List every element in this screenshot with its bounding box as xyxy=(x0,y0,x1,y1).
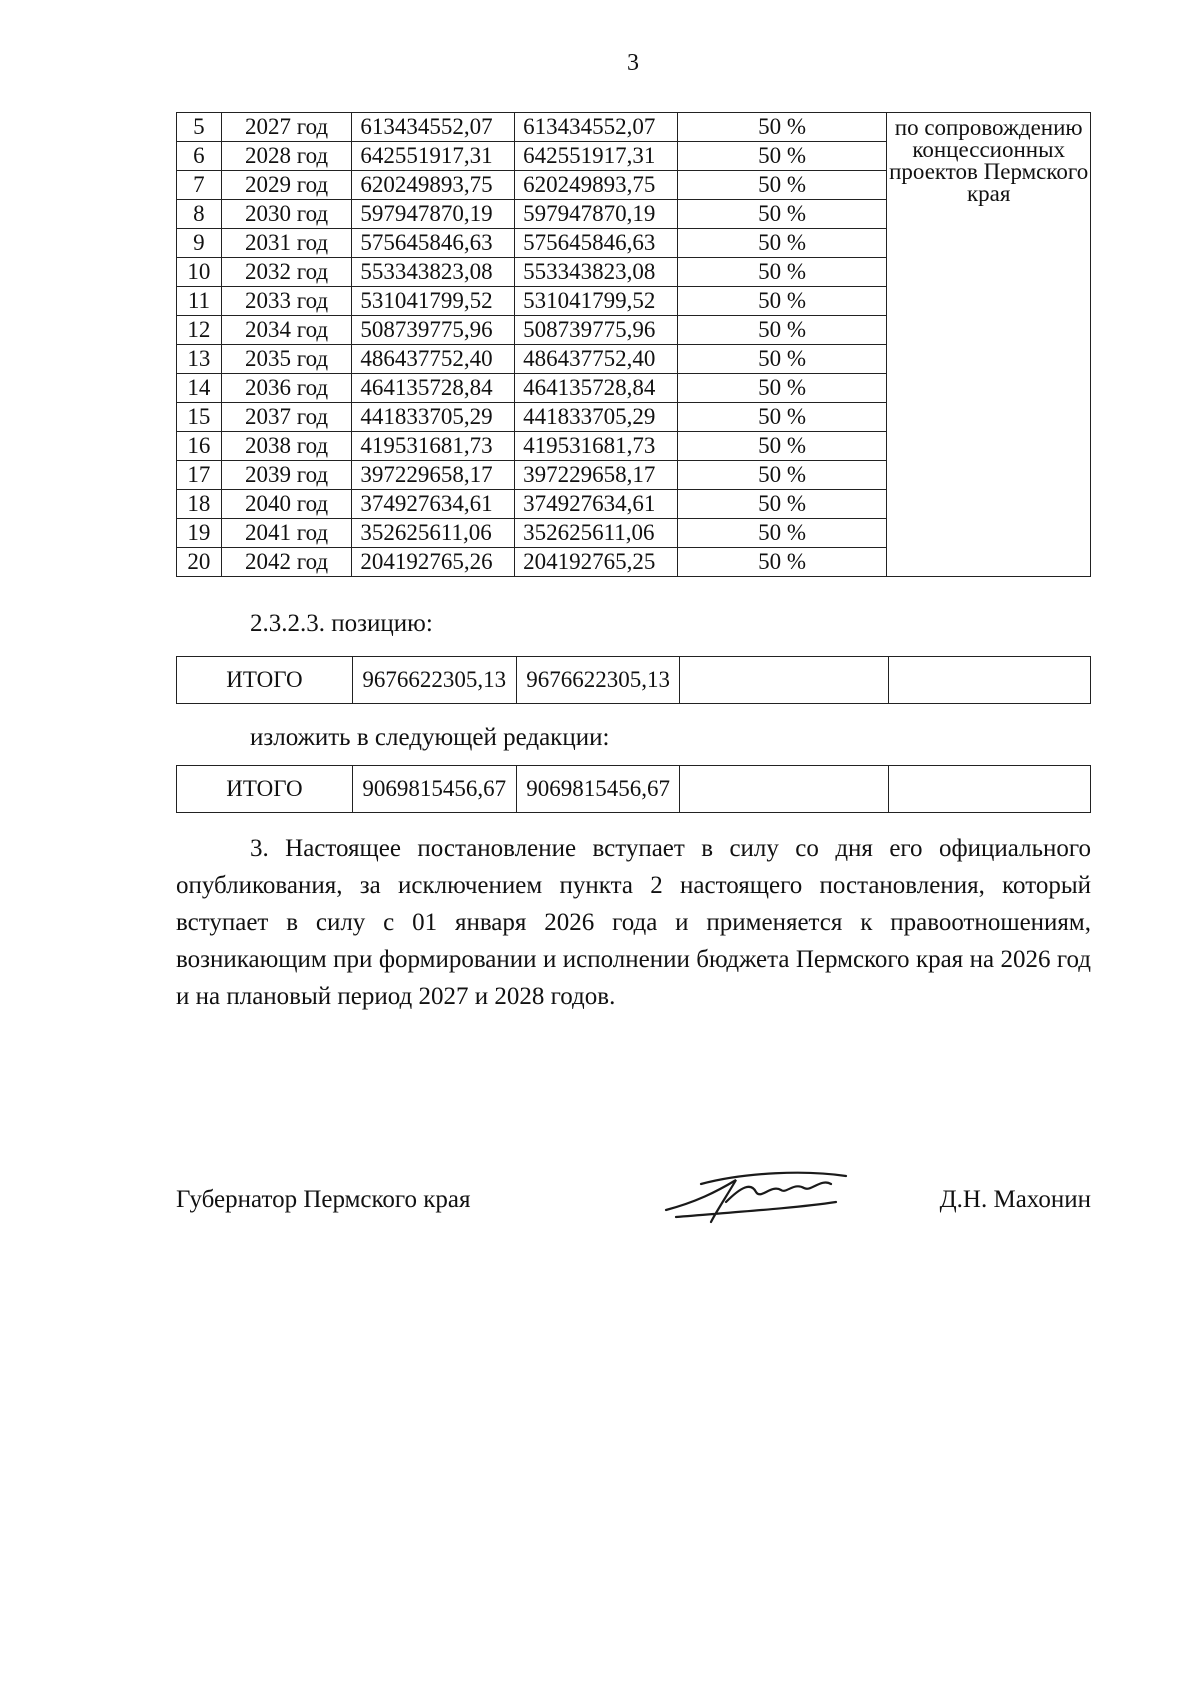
row-number: 19 xyxy=(177,519,222,548)
row-number: 11 xyxy=(177,287,222,316)
row-amount-b: 531041799,52 xyxy=(515,287,678,316)
old-total-table xyxy=(176,656,1091,704)
row-percent: 50 % xyxy=(677,113,886,142)
row-amount-b: 642551917,31 xyxy=(515,142,678,171)
row-amount-a: 486437752,40 xyxy=(352,345,515,374)
row-number: 17 xyxy=(177,461,222,490)
row-number: 15 xyxy=(177,403,222,432)
row-amount-a: 613434552,07 xyxy=(352,113,515,142)
row-number: 16 xyxy=(177,432,222,461)
row-amount-b: 486437752,40 xyxy=(515,345,678,374)
row-percent: 50 % xyxy=(677,403,886,432)
row-amount-a: 397229658,17 xyxy=(352,461,515,490)
row-amount-b: 441833705,29 xyxy=(515,403,678,432)
row-number: 13 xyxy=(177,345,222,374)
old-total-label: ИТОГО xyxy=(177,657,353,704)
row-percent: 50 % xyxy=(677,548,886,577)
old-total-row xyxy=(177,657,1091,704)
row-number: 14 xyxy=(177,374,222,403)
row-amount-a: 508739775,96 xyxy=(352,316,515,345)
row-amount-b: 553343823,08 xyxy=(515,258,678,287)
row-percent: 50 % xyxy=(677,519,886,548)
schedule-table xyxy=(176,112,1091,577)
row-amount-b: 508739775,96 xyxy=(515,316,678,345)
new-total-pct-cell xyxy=(680,766,889,813)
row-amount-a: 642551917,31 xyxy=(352,142,515,171)
row-amount-b: 464135728,84 xyxy=(515,374,678,403)
row-year: 2027 год xyxy=(221,113,352,142)
row-amount-a: 441833705,29 xyxy=(352,403,515,432)
row-amount-a: 352625611,06 xyxy=(352,519,515,548)
row-amount-a: 204192765,26 xyxy=(352,548,515,577)
new-total-row xyxy=(177,766,1091,813)
row-percent: 50 % xyxy=(677,171,886,200)
section-label: 2.3.2.3. позицию: xyxy=(250,610,433,637)
old-total-pct-cell xyxy=(680,657,889,704)
row-year: 2029 год xyxy=(221,171,352,200)
signatory-title: Губернатор Пермского края xyxy=(176,1186,471,1213)
row-amount-b: 397229658,17 xyxy=(515,461,678,490)
row-percent: 50 % xyxy=(677,142,886,171)
page-number: 3 xyxy=(627,50,639,76)
row-amount-b: 597947870,19 xyxy=(515,200,678,229)
agency-cell: по сопровождению концессионных проектов Пермского края xyxy=(887,113,1091,577)
row-year: 2041 год xyxy=(221,519,352,548)
row-percent: 50 % xyxy=(677,374,886,403)
row-number: 12 xyxy=(177,316,222,345)
row-year: 2035 год xyxy=(221,345,352,374)
schedule-table-body xyxy=(177,113,1091,577)
row-percent: 50 % xyxy=(677,490,886,519)
row-percent: 50 % xyxy=(677,258,886,287)
row-percent: 50 % xyxy=(677,316,886,345)
row-year: 2032 год xyxy=(221,258,352,287)
row-amount-a: 531041799,52 xyxy=(352,287,515,316)
replace-label: изложить в следующей редакции: xyxy=(250,724,610,751)
old-total-amount-b: 9676622305,13 xyxy=(516,657,680,704)
row-number: 9 xyxy=(177,229,222,258)
row-number: 7 xyxy=(177,171,222,200)
new-total-label: ИТОГО xyxy=(177,766,353,813)
row-year: 2033 год xyxy=(221,287,352,316)
row-amount-a: 419531681,73 xyxy=(352,432,515,461)
new-total-table xyxy=(176,765,1091,813)
new-total-agency-cell xyxy=(889,766,1091,813)
paragraph-text: 3. Настоящее постановление вступает в силу со дня его официального опубликования, за исключением пункта 2 настоящего постановления, который вступает в силу с 01 января 2026 года и применяется к правоотношениям, возникающим при формировании и исполнении бюджета Пермского края на 2026 год и на плановый период 2027 и 2028 годов. xyxy=(176,835,1091,1010)
row-amount-b: 575645846,63 xyxy=(515,229,678,258)
row-amount-a: 374927634,61 xyxy=(352,490,515,519)
row-amount-a: 620249893,75 xyxy=(352,171,515,200)
handwritten-signature xyxy=(656,1162,856,1232)
row-percent: 50 % xyxy=(677,229,886,258)
row-year: 2039 год xyxy=(221,461,352,490)
row-year: 2040 год xyxy=(221,490,352,519)
row-number: 6 xyxy=(177,142,222,171)
row-amount-b: 352625611,06 xyxy=(515,519,678,548)
row-number: 20 xyxy=(177,548,222,577)
new-total-amount-a: 9069815456,67 xyxy=(352,766,516,813)
row-year: 2042 год xyxy=(221,548,352,577)
row-amount-a: 553343823,08 xyxy=(352,258,515,287)
row-number: 18 xyxy=(177,490,222,519)
old-total-amount-a: 9676622305,13 xyxy=(352,657,516,704)
row-percent: 50 % xyxy=(677,461,886,490)
row-amount-b: 374927634,61 xyxy=(515,490,678,519)
row-year: 2036 год xyxy=(221,374,352,403)
table-row xyxy=(177,113,1091,142)
row-amount-a: 575645846,63 xyxy=(352,229,515,258)
row-year: 2030 год xyxy=(221,200,352,229)
row-percent: 50 % xyxy=(677,200,886,229)
old-total-agency-cell xyxy=(889,657,1091,704)
row-year: 2028 год xyxy=(221,142,352,171)
row-number: 5 xyxy=(177,113,222,142)
row-percent: 50 % xyxy=(677,345,886,374)
row-amount-b: 620249893,75 xyxy=(515,171,678,200)
row-year: 2037 год xyxy=(221,403,352,432)
row-amount-a: 597947870,19 xyxy=(352,200,515,229)
row-year: 2031 год xyxy=(221,229,352,258)
new-total-amount-b: 9069815456,67 xyxy=(516,766,680,813)
row-amount-b: 613434552,07 xyxy=(515,113,678,142)
row-number: 10 xyxy=(177,258,222,287)
row-percent: 50 % xyxy=(677,287,886,316)
row-year: 2038 год xyxy=(221,432,352,461)
row-amount-b: 204192765,25 xyxy=(515,548,678,577)
row-number: 8 xyxy=(177,200,222,229)
row-percent: 50 % xyxy=(677,432,886,461)
row-amount-a: 464135728,84 xyxy=(352,374,515,403)
row-year: 2034 год xyxy=(221,316,352,345)
row-amount-b: 419531681,73 xyxy=(515,432,678,461)
decree-paragraph xyxy=(176,830,1091,1015)
signatory-name: Д.Н. Махонин xyxy=(939,1186,1091,1213)
